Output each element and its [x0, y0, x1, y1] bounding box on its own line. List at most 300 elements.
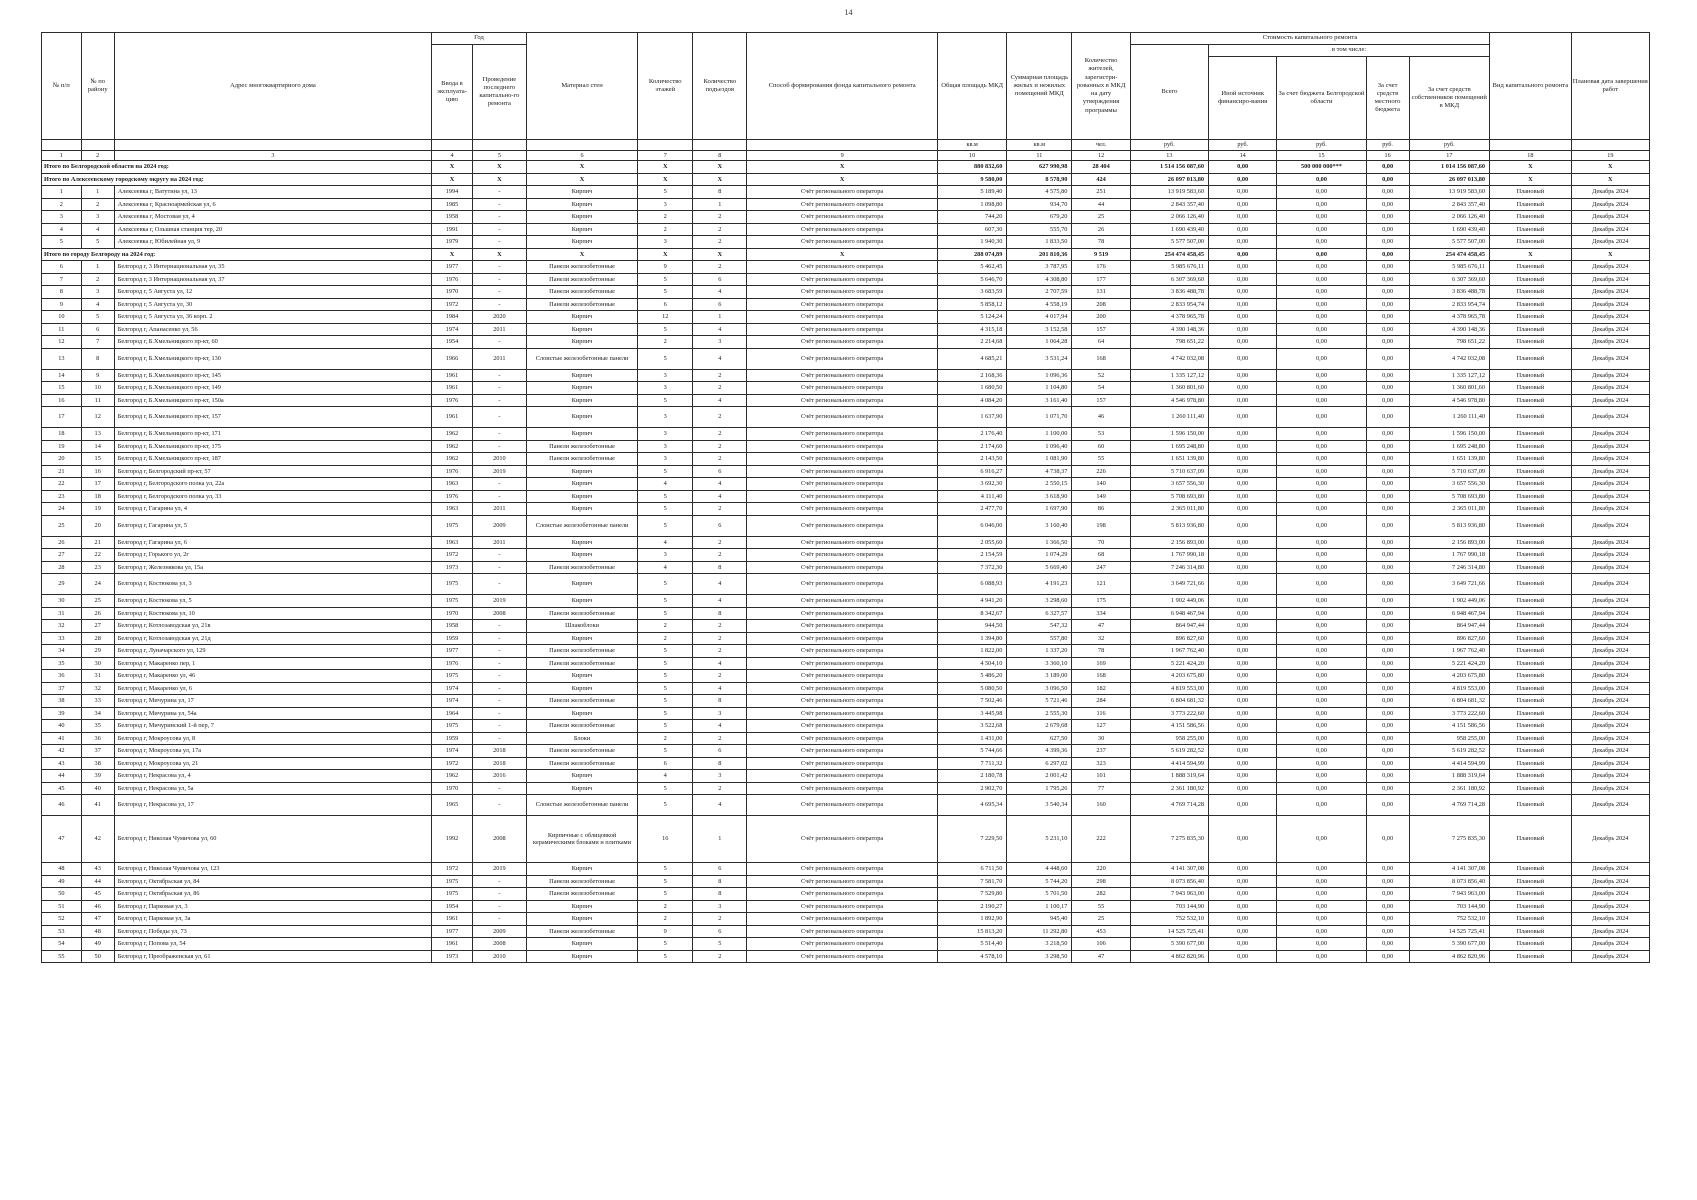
cost-local-cell: 0,00: [1366, 453, 1409, 466]
district-num-cell: 3: [81, 211, 114, 224]
living-area-cell: 1 697,90: [1007, 503, 1072, 516]
fund-method-cell: Счёт регионального оператора: [747, 336, 938, 349]
cost-regional-cell: 0,00: [1277, 816, 1366, 863]
entrances-cell: 2: [693, 782, 747, 795]
total-area-cell: 2 176,40: [937, 428, 1006, 441]
cost-local-cell: 0,00: [1366, 311, 1409, 324]
cost-regional-cell: 0,00: [1277, 950, 1366, 963]
last-repair-year-cell: 2019: [472, 465, 526, 478]
address-cell: Алексеевка г, Ольшная станция тер, 20: [114, 223, 431, 236]
residents-cell: 55: [1072, 453, 1130, 466]
fund-method-cell: Счёт регионального оператора: [747, 863, 938, 876]
deadline-cell: Декабрь 2024: [1571, 720, 1649, 733]
cost-other-cell: 0,00: [1209, 607, 1277, 620]
total-area-cell: 2 180,78: [937, 770, 1006, 783]
deadline-cell: Декабрь 2024: [1571, 223, 1649, 236]
column-number: 11: [1007, 151, 1072, 161]
cost-other-cell: 0,00: [1209, 549, 1277, 562]
unit-label: [747, 140, 938, 151]
total-area-cell: 2 143,50: [937, 453, 1006, 466]
cost-other-cell: 0,00: [1209, 695, 1277, 708]
entrances-cell: 6: [693, 273, 747, 286]
header-fund-method: Способ формирования фонда капитального ремонта: [747, 33, 938, 140]
commission-year-cell: 1963: [432, 536, 473, 549]
cost-regional-cell: 0,00: [1277, 875, 1366, 888]
commission-year-cell: 1970: [432, 607, 473, 620]
residents-cell: 149: [1072, 490, 1130, 503]
repair-type-cell: Плановый: [1490, 863, 1572, 876]
commission-year-cell: 1961: [432, 407, 473, 428]
address-cell: Белгород г, 5 Августа ул, 36 корп. 2: [114, 311, 431, 324]
cost-regional-cell: 0,00: [1277, 657, 1366, 670]
deadline-cell: Декабрь 2024: [1571, 595, 1649, 608]
district-num-cell: 19: [81, 503, 114, 516]
floors-cell: 5: [638, 950, 693, 963]
residents-cell: 169: [1072, 657, 1130, 670]
floors-cell: 5: [638, 938, 693, 951]
living-area-cell: 3 298,60: [1007, 595, 1072, 608]
cost-total-cell: 1 260 111,40: [1130, 407, 1208, 428]
deadline-cell: Декабрь 2024: [1571, 261, 1649, 274]
cost-regional-cell: 0,00: [1277, 925, 1366, 938]
cost-regional-cell: 0,00: [1277, 574, 1366, 595]
deadline-cell: Декабрь 2024: [1571, 770, 1649, 783]
commission-year-cell: 1977: [432, 261, 473, 274]
repair-type-cell: Плановый: [1490, 382, 1572, 395]
cost-local-cell: 0,00: [1366, 875, 1409, 888]
district-num-cell: 16: [81, 465, 114, 478]
row-num-cell: 1: [42, 186, 82, 199]
table-row: [42, 323, 1650, 336]
living-area-cell: 934,70: [1007, 198, 1072, 211]
cost-other-cell: 0,00: [1209, 236, 1277, 249]
unit-label: руб.: [1409, 140, 1490, 151]
repair-type-cell: Плановый: [1490, 273, 1572, 286]
unit-label: [638, 140, 693, 151]
repair-type-cell: Плановый: [1490, 223, 1572, 236]
last-repair-year-cell: -: [472, 336, 526, 349]
fund-method-cell: Счёт регионального оператора: [747, 407, 938, 428]
total-cell: 424: [1072, 173, 1130, 186]
table-row: [42, 453, 1650, 466]
entrances-cell: 1: [693, 816, 747, 863]
wall-material-cell: Кирпич: [526, 707, 637, 720]
row-num-cell: 26: [42, 536, 82, 549]
row-num-cell: 4: [42, 223, 82, 236]
cost-regional-cell: 0,00: [1277, 298, 1366, 311]
cost-local-cell: 0,00: [1366, 913, 1409, 926]
cost-owners-cell: 3 657 556,30: [1409, 478, 1490, 491]
living-area-cell: 2 550,15: [1007, 478, 1072, 491]
table-row: [42, 478, 1650, 491]
floors-cell: 16: [638, 816, 693, 863]
floors-cell: 5: [638, 595, 693, 608]
cost-total-cell: 752 532,10: [1130, 913, 1208, 926]
address-cell: Белгород г, Некрасова ул, 17: [114, 795, 431, 816]
total-area-cell: 4 315,18: [937, 323, 1006, 336]
repair-type-cell: Плановый: [1490, 595, 1572, 608]
district-num-cell: 34: [81, 707, 114, 720]
repair-type-cell: Плановый: [1490, 620, 1572, 633]
unit-label: [526, 140, 637, 151]
repair-type-cell: Плановый: [1490, 670, 1572, 683]
cost-local-cell: 0,00: [1366, 657, 1409, 670]
district-num-cell: 11: [81, 394, 114, 407]
fund-method-cell: Счёт регионального оператора: [747, 286, 938, 299]
district-num-cell: 6: [81, 323, 114, 336]
row-num-cell: 39: [42, 707, 82, 720]
wall-material-cell: Слоистые железобетонные панели: [526, 348, 637, 369]
entrances-cell: 8: [693, 888, 747, 901]
total-cell: 288 074,89: [937, 248, 1006, 261]
repair-type-cell: Плановый: [1490, 816, 1572, 863]
total-cell: 0,00: [1366, 248, 1409, 261]
cost-owners-cell: 1 695 248,80: [1409, 440, 1490, 453]
commission-year-cell: 1970: [432, 286, 473, 299]
residents-cell: 157: [1072, 394, 1130, 407]
fund-method-cell: Счёт регионального оператора: [747, 440, 938, 453]
cost-other-cell: 0,00: [1209, 478, 1277, 491]
cost-regional-cell: 0,00: [1277, 490, 1366, 503]
cost-owners-cell: 5 813 936,80: [1409, 515, 1490, 536]
cost-regional-cell: 0,00: [1277, 536, 1366, 549]
cost-other-cell: 0,00: [1209, 732, 1277, 745]
wall-material-cell: Панели железобетонные: [526, 875, 637, 888]
row-num-cell: 15: [42, 382, 82, 395]
cost-owners-cell: 1 690 439,40: [1409, 223, 1490, 236]
cost-other-cell: 0,00: [1209, 795, 1277, 816]
wall-material-cell: Кирпич: [526, 549, 637, 562]
cost-regional-cell: 0,00: [1277, 707, 1366, 720]
row-num-cell: 5: [42, 236, 82, 249]
last-repair-year-cell: -: [472, 645, 526, 658]
fund-method-cell: Счёт регионального оператора: [747, 549, 938, 562]
wall-material-cell: Кирпич: [526, 503, 637, 516]
total-cell: X: [638, 248, 693, 261]
district-num-cell: 14: [81, 440, 114, 453]
cost-other-cell: 0,00: [1209, 428, 1277, 441]
last-repair-year-cell: -: [472, 394, 526, 407]
cost-local-cell: 0,00: [1366, 348, 1409, 369]
district-num-cell: 30: [81, 657, 114, 670]
cost-local-cell: 0,00: [1366, 574, 1409, 595]
repair-type-cell: Плановый: [1490, 732, 1572, 745]
column-number: 14: [1209, 151, 1277, 161]
table-row: [42, 286, 1650, 299]
cost-owners-cell: 4 862 820,96: [1409, 950, 1490, 963]
cost-other-cell: 0,00: [1209, 938, 1277, 951]
residents-cell: 176: [1072, 261, 1130, 274]
last-repair-year-cell: 2019: [472, 595, 526, 608]
repair-type-cell: Плановый: [1490, 875, 1572, 888]
unit-label: [81, 140, 114, 151]
deadline-cell: Декабрь 2024: [1571, 745, 1649, 758]
fund-method-cell: Счёт регионального оператора: [747, 561, 938, 574]
repair-type-cell: Плановый: [1490, 950, 1572, 963]
district-num-cell: 17: [81, 478, 114, 491]
district-num-cell: 29: [81, 645, 114, 658]
commission-year-cell: 1992: [432, 816, 473, 863]
cost-other-cell: 0,00: [1209, 561, 1277, 574]
cost-regional-cell: 0,00: [1277, 478, 1366, 491]
deadline-cell: Декабрь 2024: [1571, 236, 1649, 249]
residents-cell: 453: [1072, 925, 1130, 938]
cost-other-cell: 0,00: [1209, 186, 1277, 199]
cost-owners-cell: 7 275 835,30: [1409, 816, 1490, 863]
cost-total-cell: 2 156 893,00: [1130, 536, 1208, 549]
floors-cell: 2: [638, 732, 693, 745]
total-area-cell: 6 711,50: [937, 863, 1006, 876]
cost-local-cell: 0,00: [1366, 286, 1409, 299]
district-num-cell: 28: [81, 632, 114, 645]
cost-local-cell: 0,00: [1366, 632, 1409, 645]
living-area-cell: 3 218,50: [1007, 938, 1072, 951]
total-cell: X: [472, 248, 526, 261]
entrances-cell: 2: [693, 223, 747, 236]
address-cell: Белгород г, Костюкова ул, 3: [114, 574, 431, 595]
commission-year-cell: 1974: [432, 745, 473, 758]
unit-label: [1490, 140, 1572, 151]
total-cell: 9 580,00: [937, 173, 1006, 186]
residents-cell: 54: [1072, 382, 1130, 395]
district-num-cell: 43: [81, 863, 114, 876]
floors-cell: 3: [638, 236, 693, 249]
address-cell: Белгород г, Макаренко ул, 6: [114, 682, 431, 695]
table-row: [42, 770, 1650, 783]
header-num: № п/п: [42, 33, 82, 140]
address-cell: Белгород г, Б.Хмельницкого пр-кт, 187: [114, 453, 431, 466]
residents-cell: 208: [1072, 298, 1130, 311]
residents-cell: 157: [1072, 323, 1130, 336]
last-repair-year-cell: 2011: [472, 348, 526, 369]
entrances-cell: 8: [693, 561, 747, 574]
column-number: 4: [432, 151, 473, 161]
cost-total-cell: 6 804 681,32: [1130, 695, 1208, 708]
cost-local-cell: 0,00: [1366, 198, 1409, 211]
cost-other-cell: 0,00: [1209, 657, 1277, 670]
cost-regional-cell: 0,00: [1277, 515, 1366, 536]
residents-cell: 247: [1072, 561, 1130, 574]
cost-owners-cell: 1 260 111,40: [1409, 407, 1490, 428]
cost-total-cell: 4 151 586,56: [1130, 720, 1208, 733]
entrances-cell: 2: [693, 428, 747, 441]
address-cell: Белгород г, Николая Чумичова ул, 60: [114, 816, 431, 863]
address-cell: Белгород г, Б.Хмельницкого пр-кт, 157: [114, 407, 431, 428]
repair-type-cell: Плановый: [1490, 682, 1572, 695]
repair-type-cell: Плановый: [1490, 236, 1572, 249]
total-label: Итого по городу Белгороду на 2024 год:: [42, 248, 432, 261]
last-repair-year-cell: 2020: [472, 311, 526, 324]
row-num-cell: 11: [42, 323, 82, 336]
living-area-cell: 6 297,02: [1007, 757, 1072, 770]
header-district-num: № по району: [81, 33, 114, 140]
floors-cell: 5: [638, 645, 693, 658]
last-repair-year-cell: 2008: [472, 607, 526, 620]
cost-total-cell: 896 827,60: [1130, 632, 1208, 645]
last-repair-year-cell: 2018: [472, 745, 526, 758]
district-num-cell: 1: [81, 261, 114, 274]
residents-cell: 78: [1072, 645, 1130, 658]
table-row: [42, 407, 1650, 428]
repair-type-cell: Плановый: [1490, 478, 1572, 491]
fund-method-cell: Счёт регионального оператора: [747, 720, 938, 733]
address-cell: Белгород г, 3 Интернациональная ул, 35: [114, 261, 431, 274]
fund-method-cell: Счёт регионального оператора: [747, 632, 938, 645]
living-area-cell: 1 795,26: [1007, 782, 1072, 795]
cost-total-cell: 2 365 011,80: [1130, 503, 1208, 516]
fund-method-cell: Счёт регионального оператора: [747, 465, 938, 478]
entrances-cell: 4: [693, 323, 747, 336]
cost-owners-cell: 5 985 676,11: [1409, 261, 1490, 274]
cost-other-cell: 0,00: [1209, 574, 1277, 595]
floors-cell: 2: [638, 620, 693, 633]
residents-cell: 298: [1072, 875, 1130, 888]
entrances-cell: 8: [693, 607, 747, 620]
wall-material-cell: Слоистые железобетонные панели: [526, 515, 637, 536]
fund-method-cell: Счёт регионального оператора: [747, 875, 938, 888]
deadline-cell: Декабрь 2024: [1571, 515, 1649, 536]
row-num-cell: 34: [42, 645, 82, 658]
residents-cell: 86: [1072, 503, 1130, 516]
living-area-cell: 4 017,94: [1007, 311, 1072, 324]
total-cell: X: [432, 161, 473, 174]
entrances-cell: 5: [693, 938, 747, 951]
table-row: [42, 549, 1650, 562]
total-cell: 0,00: [1209, 248, 1277, 261]
fund-method-cell: Счёт регионального оператора: [747, 888, 938, 901]
cost-total-cell: 5 390 677,00: [1130, 938, 1208, 951]
commission-year-cell: 1961: [432, 369, 473, 382]
capital-repair-table: [41, 32, 1650, 963]
total-area-cell: 4 578,10: [937, 950, 1006, 963]
residents-cell: 78: [1072, 236, 1130, 249]
deadline-cell: Декабрь 2024: [1571, 407, 1649, 428]
address-cell: Белгород г, Николая Чумичова ул, 123: [114, 863, 431, 876]
cost-total-cell: 3 657 556,30: [1130, 478, 1208, 491]
district-num-cell: 3: [81, 286, 114, 299]
unit-label: руб.: [1277, 140, 1366, 151]
floors-cell: 5: [638, 490, 693, 503]
entrances-cell: 6: [693, 745, 747, 758]
entrances-cell: 4: [693, 478, 747, 491]
district-num-cell: 2: [81, 198, 114, 211]
entrances-cell: 4: [693, 682, 747, 695]
floors-cell: 5: [638, 863, 693, 876]
entrances-cell: 2: [693, 503, 747, 516]
repair-type-cell: Плановый: [1490, 211, 1572, 224]
last-repair-year-cell: -: [472, 720, 526, 733]
wall-material-cell: Кирпич: [526, 223, 637, 236]
entrances-cell: 1: [693, 198, 747, 211]
header-group-year: Год: [432, 33, 527, 45]
cost-other-cell: 0,00: [1209, 770, 1277, 783]
table-row: [42, 223, 1650, 236]
address-cell: Белгород г, Макаренко пер, 1: [114, 657, 431, 670]
cost-total-cell: 1 767 990,18: [1130, 549, 1208, 562]
wall-material-cell: Блоки: [526, 732, 637, 745]
table-row: [42, 950, 1650, 963]
deadline-cell: Декабрь 2024: [1571, 311, 1649, 324]
commission-year-cell: 1975: [432, 888, 473, 901]
fund-method-cell: Счёт регионального оператора: [747, 503, 938, 516]
cost-total-cell: 864 947,44: [1130, 620, 1208, 633]
repair-type-cell: Плановый: [1490, 465, 1572, 478]
wall-material-cell: Кирпич: [526, 428, 637, 441]
unit-label: [114, 140, 431, 151]
total-cell: X: [693, 173, 747, 186]
total-area-cell: 1 098,80: [937, 198, 1006, 211]
entrances-cell: 2: [693, 549, 747, 562]
fund-method-cell: Счёт регионального оператора: [747, 816, 938, 863]
cost-local-cell: 0,00: [1366, 323, 1409, 336]
commission-year-cell: 1964: [432, 707, 473, 720]
address-cell: Белгород г, Б.Хмельницкого пр-кт, 145: [114, 369, 431, 382]
deadline-cell: Декабрь 2024: [1571, 382, 1649, 395]
row-num-cell: 46: [42, 795, 82, 816]
last-repair-year-cell: -: [472, 900, 526, 913]
cost-total-cell: 958 255,00: [1130, 732, 1208, 745]
cost-other-cell: 0,00: [1209, 645, 1277, 658]
cost-local-cell: 0,00: [1366, 211, 1409, 224]
row-num-cell: 51: [42, 900, 82, 913]
table-row: [42, 574, 1650, 595]
total-area-cell: 2 055,60: [937, 536, 1006, 549]
living-area-cell: 2 707,59: [1007, 286, 1072, 299]
cost-owners-cell: 798 651,22: [1409, 336, 1490, 349]
total-area-cell: 4 111,40: [937, 490, 1006, 503]
table-row: [42, 311, 1650, 324]
commission-year-cell: 1958: [432, 211, 473, 224]
floors-cell: 5: [638, 682, 693, 695]
residents-cell: 25: [1072, 211, 1130, 224]
living-area-cell: 1 071,70: [1007, 407, 1072, 428]
entrances-cell: 2: [693, 620, 747, 633]
residents-cell: 182: [1072, 682, 1130, 695]
header-local-budget: За счет средств местного бюджета: [1366, 57, 1409, 140]
entrances-cell: 2: [693, 913, 747, 926]
last-repair-year-cell: -: [472, 620, 526, 633]
wall-material-cell: Слоистые железобетонные панели: [526, 795, 637, 816]
last-repair-year-cell: -: [472, 223, 526, 236]
address-cell: Белгород г, Белгородского полка ул, 33: [114, 490, 431, 503]
fund-method-cell: Счёт регионального оператора: [747, 323, 938, 336]
row-num-cell: 20: [42, 453, 82, 466]
table-row: [42, 607, 1650, 620]
table-row: [42, 382, 1650, 395]
address-cell: Белгород г, Котлозаводская ул, 21д: [114, 632, 431, 645]
commission-year-cell: 1974: [432, 682, 473, 695]
column-number: 10: [937, 151, 1006, 161]
address-cell: Белгород г, Мокроусова ул, 8: [114, 732, 431, 745]
total-area-cell: 744,20: [937, 211, 1006, 224]
entrances-cell: 8: [693, 695, 747, 708]
total-row-belgorod: [42, 248, 1650, 261]
cost-total-cell: 1 596 150,00: [1130, 428, 1208, 441]
cost-local-cell: 0,00: [1366, 795, 1409, 816]
total-area-cell: 5 486,20: [937, 670, 1006, 683]
row-num-cell: 8: [42, 286, 82, 299]
column-number: 6: [526, 151, 637, 161]
cost-total-cell: 7 275 835,30: [1130, 816, 1208, 863]
address-cell: Алексеевка г, Мостовая ул, 4: [114, 211, 431, 224]
entrances-cell: 2: [693, 407, 747, 428]
cost-other-cell: 0,00: [1209, 223, 1277, 236]
cost-total-cell: 1 335 127,12: [1130, 369, 1208, 382]
commission-year-cell: 1973: [432, 561, 473, 574]
cost-owners-cell: 4 203 675,80: [1409, 670, 1490, 683]
entrances-cell: 4: [693, 286, 747, 299]
table-row: [42, 536, 1650, 549]
